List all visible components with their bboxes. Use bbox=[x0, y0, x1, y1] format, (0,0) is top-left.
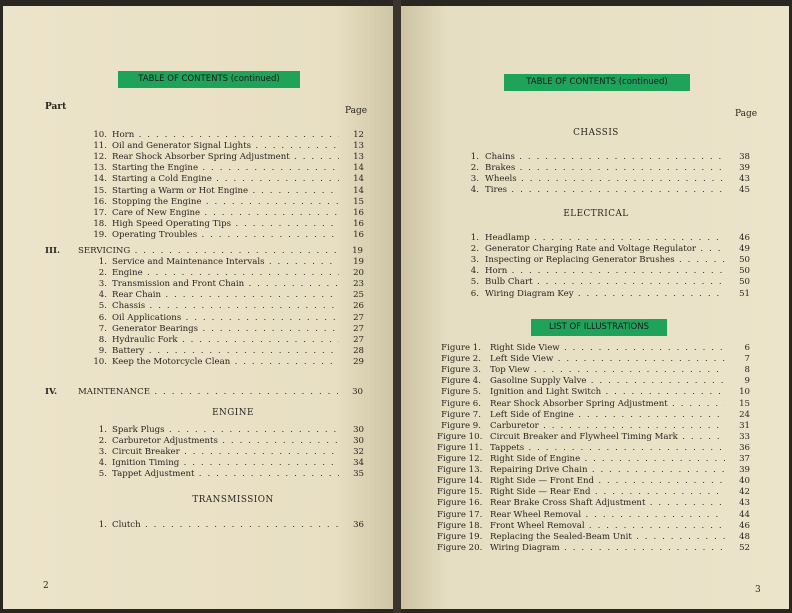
entry-title: Headlamp . . . bbox=[485, 233, 725, 244]
entry-number: 17. bbox=[93, 207, 107, 218]
entry-title: Wiring Diagram Key . . . bbox=[485, 289, 725, 300]
entry-number: Figure 14. bbox=[437, 476, 483, 487]
toc-row bbox=[463, 266, 753, 277]
entry-page: 27 bbox=[353, 323, 364, 334]
entry-number: 8. bbox=[98, 334, 107, 345]
page-number: 2 bbox=[43, 581, 49, 591]
entry-page: 43 bbox=[739, 174, 750, 185]
electrical-title: ELECTRICAL bbox=[563, 209, 629, 219]
entry-page: 8 bbox=[744, 365, 750, 376]
entry-title: Right Side of Engine . . . bbox=[490, 454, 725, 465]
section-title: MAINTENANCE . . . bbox=[78, 387, 338, 398]
toc-row bbox=[463, 163, 753, 174]
toc-row bbox=[85, 346, 365, 357]
entry-page: 50 bbox=[739, 277, 750, 288]
entry-page: 39 bbox=[739, 465, 750, 476]
entry-page: 12 bbox=[353, 130, 364, 140]
entry-number: Figure 11. bbox=[437, 442, 483, 453]
entry-title: Clutch . . . bbox=[112, 520, 339, 531]
entry-title: Spark Plugs . . . bbox=[112, 425, 339, 436]
entry-number: 3. bbox=[98, 279, 107, 290]
entry-title: Top View . . . bbox=[490, 365, 725, 376]
figure-row bbox=[437, 465, 753, 476]
toc-row bbox=[463, 233, 753, 244]
page-number: 3 bbox=[755, 585, 761, 595]
entry-number: 18. bbox=[93, 218, 107, 229]
entry-number: Figure 1. bbox=[441, 343, 481, 353]
entry-number: 1. bbox=[470, 152, 479, 162]
entry-page: 45 bbox=[739, 185, 750, 196]
entry-title: Right Side — Rear End . . . bbox=[490, 487, 725, 498]
toc-row bbox=[85, 141, 365, 152]
entry-page: 43 bbox=[739, 498, 750, 509]
entry-page: 19 bbox=[353, 257, 364, 267]
entry-page: 50 bbox=[739, 255, 750, 266]
entry-page: 44 bbox=[739, 509, 750, 520]
entry-page: 51 bbox=[739, 288, 750, 299]
entry-title: Horn . . . bbox=[112, 130, 339, 141]
entry-number: Figure 20. bbox=[437, 542, 483, 553]
entry-page: 9 bbox=[744, 376, 750, 387]
entry-title: Carburetor Adjustments . . . bbox=[112, 436, 339, 447]
section-maintenance bbox=[45, 387, 365, 398]
transmission-title: TRANSMISSION bbox=[192, 495, 274, 505]
entry-title: Starting a Warm or Hot Engine . . . bbox=[112, 186, 339, 197]
entry-number: 2. bbox=[470, 163, 479, 174]
toc-row bbox=[463, 185, 753, 196]
entry-number: 2. bbox=[98, 436, 107, 447]
entry-title: Replacing the Sealed-Beam Unit . . . bbox=[490, 532, 725, 543]
entry-page: 23 bbox=[353, 279, 364, 290]
toc-row bbox=[85, 458, 365, 469]
entry-page: 16 bbox=[353, 218, 364, 229]
entry-title: Care of New Engine . . . bbox=[112, 208, 339, 219]
entry-title: Ignition Timing . . . bbox=[112, 458, 339, 469]
entry-page: 14 bbox=[353, 185, 364, 196]
entry-title: Gasoline Supply Valve . . . bbox=[490, 376, 725, 387]
entry-page: 14 bbox=[353, 174, 364, 185]
toc-row bbox=[85, 230, 365, 241]
entry-title: Service and Maintenance Intervals . . . bbox=[112, 257, 339, 268]
entry-page: 49 bbox=[739, 244, 750, 255]
entry-title: Horn . . . bbox=[485, 266, 725, 277]
entry-page: 27 bbox=[353, 312, 364, 323]
entry-title: Rear Chain . . . bbox=[112, 290, 339, 301]
toc-row bbox=[85, 268, 365, 279]
toc-row bbox=[463, 174, 753, 185]
figure-row bbox=[437, 510, 753, 521]
entry-number: Figure 6. bbox=[441, 398, 481, 409]
engine-title: ENGINE bbox=[212, 408, 254, 418]
entry-page: 48 bbox=[739, 531, 750, 542]
entry-title: Ignition and Light Switch . . . bbox=[490, 387, 725, 398]
entry-title: Chains . . . bbox=[485, 152, 725, 163]
entry-number: Figure 10. bbox=[437, 431, 483, 442]
entry-number: 12. bbox=[93, 152, 107, 163]
entry-page: 40 bbox=[739, 476, 750, 487]
toc-row bbox=[85, 174, 365, 185]
entry-title: Generator Charging Rate and Voltage Regulator . . . bbox=[485, 244, 725, 255]
toc-row bbox=[85, 290, 365, 301]
entry-title: Oil Applications . . . bbox=[112, 313, 339, 324]
entry-number: Figure 17. bbox=[437, 509, 483, 520]
section-page: 30 bbox=[352, 387, 363, 397]
entry-page: 27 bbox=[353, 334, 364, 345]
entry-number: 15. bbox=[93, 185, 107, 196]
figure-row bbox=[437, 498, 753, 509]
entry-title: Rear Wheel Removal . . . bbox=[490, 510, 725, 521]
entry-number: 2. bbox=[98, 268, 107, 279]
figure-row bbox=[437, 443, 753, 454]
entry-page: 16 bbox=[353, 207, 364, 218]
page-header: Page bbox=[345, 106, 368, 116]
toc-row bbox=[85, 279, 365, 290]
entry-title: Hydraulic Fork . . . bbox=[112, 335, 339, 346]
entry-page: 29 bbox=[353, 356, 364, 367]
toc-row bbox=[85, 436, 365, 447]
entry-page: 32 bbox=[353, 447, 364, 458]
toc-row bbox=[85, 425, 365, 436]
entry-number: 19. bbox=[93, 229, 107, 240]
entry-number: Figure 19. bbox=[437, 531, 483, 542]
entry-number: Figure 4. bbox=[441, 376, 481, 387]
entry-title: Generator Bearings . . . bbox=[112, 324, 339, 335]
entry-number: 9. bbox=[98, 345, 107, 356]
figure-row bbox=[437, 354, 753, 365]
entry-number: 1. bbox=[98, 520, 107, 530]
entry-number: 5. bbox=[98, 301, 107, 312]
entry-title: Wiring Diagram . . . bbox=[490, 543, 725, 554]
entry-title: High Speed Operating Tips . . . bbox=[112, 219, 339, 230]
entry-number: 10. bbox=[93, 356, 107, 367]
entry-number: Figure 12. bbox=[437, 454, 483, 464]
section-servicing bbox=[45, 246, 365, 257]
toc-row bbox=[463, 152, 753, 163]
entry-number: 3. bbox=[98, 447, 107, 458]
entry-number: 6. bbox=[470, 288, 479, 299]
toc-banner: TABLE OF CONTENTS (continued) bbox=[504, 74, 690, 91]
entry-title: Starting a Cold Engine . . . bbox=[112, 174, 339, 185]
left-page bbox=[3, 6, 393, 609]
entry-number: 3. bbox=[470, 174, 479, 185]
entry-number: Figure 7. bbox=[441, 409, 481, 420]
entry-page: 16 bbox=[353, 229, 364, 240]
entry-number: Figure 2. bbox=[441, 354, 481, 365]
entry-page: 28 bbox=[353, 345, 364, 356]
toc-row bbox=[85, 324, 365, 335]
toc-row bbox=[463, 255, 753, 266]
right-page bbox=[401, 6, 789, 609]
entry-number: 4. bbox=[98, 290, 107, 301]
entry-number: Figure 13. bbox=[437, 465, 483, 476]
toc-row bbox=[85, 152, 365, 163]
toc-row bbox=[85, 186, 365, 197]
figure-row bbox=[437, 432, 753, 443]
entry-title: Engine . . . bbox=[112, 268, 339, 279]
entry-page: 10 bbox=[739, 387, 750, 398]
entry-page: 14 bbox=[353, 163, 364, 174]
entry-page: 30 bbox=[353, 436, 364, 447]
entry-title: Right Side — Front End . . . bbox=[490, 476, 725, 487]
entry-page: 35 bbox=[353, 469, 364, 480]
figure-row bbox=[437, 487, 753, 498]
entry-title: Keep the Motorcycle Clean . . . bbox=[112, 357, 339, 368]
entry-number: 10. bbox=[93, 130, 107, 140]
book-spine bbox=[393, 0, 401, 613]
toc-row bbox=[85, 469, 365, 480]
entry-title: Stopping the Engine . . . bbox=[112, 197, 339, 208]
entry-page: 46 bbox=[739, 520, 750, 531]
entry-title: Battery . . . bbox=[112, 346, 339, 357]
figure-row bbox=[437, 521, 753, 532]
entry-page: 37 bbox=[739, 454, 750, 464]
entry-title: Left Side View . . . bbox=[490, 354, 725, 365]
entry-number: 6. bbox=[98, 312, 107, 323]
entry-title: Rear Shock Absorber Spring Adjustment . . . bbox=[112, 152, 339, 163]
toc-row bbox=[85, 163, 365, 174]
entry-number: 1. bbox=[98, 425, 107, 435]
entry-number: 1. bbox=[98, 257, 107, 267]
entry-number: Figure 3. bbox=[441, 365, 481, 376]
toc-row bbox=[85, 301, 365, 312]
toc-row bbox=[85, 447, 365, 458]
chassis-title: CHASSIS bbox=[573, 128, 619, 138]
figure-row bbox=[437, 421, 753, 432]
entry-title: Inspecting or Replacing Generator Brushes . . . bbox=[485, 255, 725, 266]
toc-row bbox=[85, 197, 365, 208]
entry-page: 15 bbox=[739, 398, 750, 409]
entry-page: 13 bbox=[353, 141, 364, 152]
entry-number: 5. bbox=[98, 469, 107, 480]
toc-row bbox=[463, 277, 753, 288]
entry-number: Figure 15. bbox=[437, 487, 483, 498]
entry-page: 34 bbox=[353, 458, 364, 469]
entry-page: 52 bbox=[739, 542, 750, 553]
entry-number: 14. bbox=[93, 174, 107, 185]
toc-row bbox=[85, 219, 365, 230]
entry-title: Left Side of Engine . . . bbox=[490, 410, 725, 421]
entry-page: 36 bbox=[353, 520, 364, 530]
entry-number: Figure 9. bbox=[441, 420, 481, 431]
entry-page: 36 bbox=[739, 442, 750, 453]
section-title: SERVICING . . . bbox=[78, 246, 338, 257]
entry-number: 1. bbox=[470, 233, 479, 243]
toc-row bbox=[85, 335, 365, 346]
entry-page: 33 bbox=[739, 431, 750, 442]
toc-banner: TABLE OF CONTENTS (continued) bbox=[118, 71, 300, 88]
entry-title: Circuit Breaker . . . bbox=[112, 447, 339, 458]
entry-number: Figure 5. bbox=[441, 387, 481, 398]
section-roman: IV. bbox=[45, 387, 58, 397]
section-roman: III. bbox=[45, 246, 61, 256]
toc-row bbox=[85, 257, 365, 268]
entry-title: Tappets . . . bbox=[490, 443, 725, 454]
entry-number: 2. bbox=[470, 244, 479, 255]
entry-title: Transmission and Front Chain . . . bbox=[112, 279, 339, 290]
entry-title: Tappet Adjustment . . . bbox=[112, 469, 339, 480]
entry-page: 6 bbox=[744, 343, 750, 353]
entry-title: Brakes . . . bbox=[485, 163, 725, 174]
entry-title: Rear Brake Cross Shaft Adjustment . . . bbox=[490, 498, 725, 509]
toc-row bbox=[85, 357, 365, 368]
section-page: 19 bbox=[352, 246, 363, 256]
entry-page: 39 bbox=[739, 163, 750, 174]
figure-row bbox=[437, 343, 753, 354]
toc-row bbox=[85, 520, 365, 531]
entry-page: 7 bbox=[744, 354, 750, 365]
entry-number: 4. bbox=[98, 458, 107, 469]
entry-title: Circuit Breaker and Flywheel Timing Mark . . . bbox=[490, 432, 725, 443]
figure-row bbox=[437, 376, 753, 387]
entry-title: Oil and Generator Signal Lights . . . bbox=[112, 141, 339, 152]
entry-number: Figure 18. bbox=[437, 520, 483, 531]
entry-number: 11. bbox=[93, 141, 107, 152]
figure-row bbox=[437, 532, 753, 543]
entry-page: 31 bbox=[739, 420, 750, 431]
entry-page: 50 bbox=[739, 266, 750, 277]
entry-page: 30 bbox=[353, 425, 364, 435]
entry-page: 24 bbox=[739, 409, 750, 420]
entry-title: Right Side View . . . bbox=[490, 343, 725, 354]
entry-number: 4. bbox=[470, 185, 479, 196]
entry-title: Bulb Chart . . . bbox=[485, 277, 725, 288]
part-header: Part bbox=[45, 102, 67, 112]
toc-row bbox=[85, 130, 365, 141]
figure-row bbox=[437, 387, 753, 398]
entry-page: 46 bbox=[739, 233, 750, 243]
figure-row bbox=[437, 410, 753, 421]
entry-title: Operating Troubles . . . bbox=[112, 230, 339, 241]
entry-number: 16. bbox=[93, 196, 107, 207]
figure-row bbox=[437, 454, 753, 465]
entry-number: 3. bbox=[470, 255, 479, 266]
entry-title: Rear Shock Absorber Spring Adjustment . . . bbox=[490, 399, 725, 410]
entry-page: 13 bbox=[353, 152, 364, 163]
entry-page: 20 bbox=[353, 268, 364, 279]
entry-title: Repairing Drive Chain . . . bbox=[490, 465, 725, 476]
entry-title: Starting the Engine . . . bbox=[112, 163, 339, 174]
figure-row bbox=[437, 476, 753, 487]
entry-title: Wheels . . . bbox=[485, 174, 725, 185]
figure-row bbox=[437, 365, 753, 376]
toc-row bbox=[463, 289, 753, 300]
entry-title: Tires . . . bbox=[485, 185, 725, 196]
entry-page: 38 bbox=[739, 152, 750, 162]
figure-row bbox=[437, 399, 753, 410]
entry-number: 5. bbox=[470, 277, 479, 288]
entry-title: Carburetor . . . bbox=[490, 421, 725, 432]
page-header: Page bbox=[735, 109, 758, 119]
entry-page: 42 bbox=[739, 487, 750, 498]
toc-row bbox=[463, 244, 753, 255]
entry-number: 7. bbox=[98, 323, 107, 334]
illustrations-banner: LIST OF ILLUSTRATIONS bbox=[531, 319, 667, 336]
entry-number: 4. bbox=[470, 266, 479, 277]
entry-page: 26 bbox=[353, 301, 364, 312]
entry-number: Figure 16. bbox=[437, 498, 483, 509]
toc-row bbox=[85, 313, 365, 324]
figure-row bbox=[437, 543, 753, 554]
entry-title: Front Wheel Removal . . . bbox=[490, 521, 725, 532]
entry-number: 13. bbox=[93, 163, 107, 174]
entry-title: Chassis . . . bbox=[112, 301, 339, 312]
toc-row bbox=[85, 208, 365, 219]
entry-page: 25 bbox=[353, 290, 364, 301]
entry-page: 15 bbox=[353, 196, 364, 207]
